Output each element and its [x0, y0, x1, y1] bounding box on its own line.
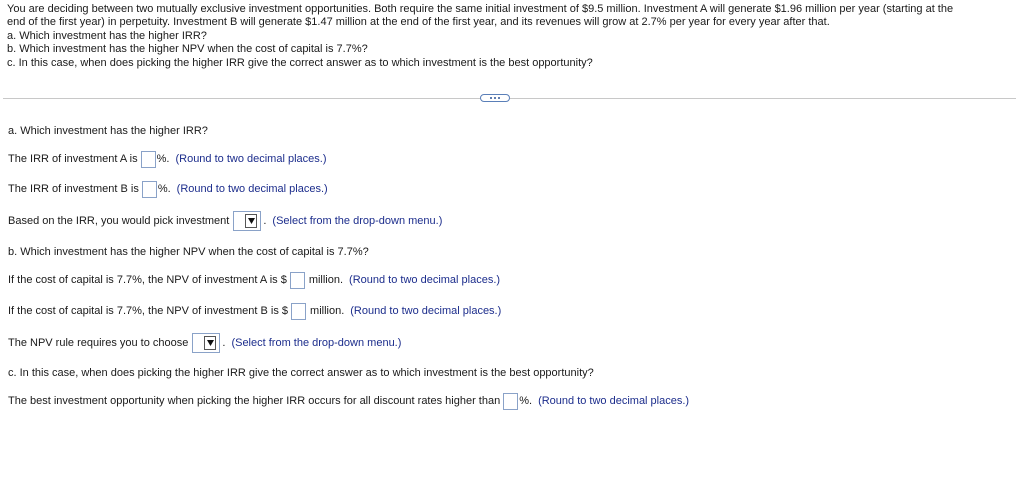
problem-statement — [7, 3, 1012, 70]
npv-rule-label: The NPV rule requires you to choose — [8, 337, 189, 349]
part-a-heading-text: a. Which investment has the higher IRR? — [8, 125, 208, 137]
irr-a-percent: %. — [156, 153, 170, 165]
best-rate-input[interactable] — [503, 393, 518, 410]
best-rate-percent: %. — [519, 395, 533, 407]
part-c-heading — [8, 363, 594, 383]
npv-a-input[interactable] — [290, 272, 305, 289]
part-c-heading-text: c. In this case, when does picking the higher IRR give the correct answer as to which investment is the best opportunity? — [8, 367, 594, 379]
part-a-heading — [8, 121, 208, 141]
question-c: c. In this case, when does picking the higher IRR give the correct answer as to which investment is the best opportunity? — [7, 56, 593, 69]
irr-a-input[interactable] — [141, 151, 156, 168]
question-b: b. Which investment has the higher NPV when the cost of capital is 7.7%? — [7, 43, 368, 56]
npv-rule-period: . — [222, 337, 226, 349]
npv-rule-select-hint: (Select from the drop-down menu.) — [231, 337, 402, 349]
irr-a-row — [8, 149, 326, 169]
more-dots-icon[interactable] — [480, 94, 510, 102]
part-b-heading-text: b. Which investment has the higher NPV when the cost of capital is 7.7%? — [8, 246, 369, 258]
irr-b-input[interactable] — [142, 181, 157, 198]
dropdown-arrow-icon — [204, 336, 216, 350]
npv-a-label: If the cost of capital is 7.7%, the NPV of investment A is $ — [8, 274, 287, 286]
npv-rule-dropdown[interactable] — [192, 333, 220, 353]
npv-b-label: If the cost of capital is 7.7%, the NPV of investment B is $ — [8, 305, 289, 317]
npv-a-row — [8, 270, 500, 290]
npv-b-round-hint: (Round to two decimal places.) — [350, 305, 502, 317]
best-rate-label: The best investment opportunity when picking the higher IRR occurs for all discount rates higher than — [8, 395, 501, 407]
npv-b-million: million. — [310, 305, 345, 317]
irr-pick-row — [8, 211, 442, 231]
best-rate-round-hint: (Round to two decimal places.) — [538, 395, 690, 407]
problem-text-line-2: end of the first year) in perpetuity. Investment B will generate $1.47 million at the end of the first year, and its revenues will grow at 2.7% per year for every year after that. — [7, 16, 830, 29]
dropdown-arrow-icon — [245, 214, 257, 228]
npv-a-round-hint: (Round to two decimal places.) — [349, 274, 501, 286]
irr-a-round-hint: (Round to two decimal places.) — [175, 153, 327, 165]
npv-rule-row — [8, 333, 401, 353]
irr-pick-dropdown[interactable] — [233, 211, 261, 231]
npv-a-million: million. — [308, 274, 344, 286]
irr-pick-select-hint: (Select from the drop-down menu.) — [272, 215, 443, 227]
best-rate-row — [8, 391, 689, 411]
irr-b-round-hint: (Round to two decimal places.) — [176, 183, 328, 195]
npv-b-input[interactable] — [291, 303, 306, 320]
question-a: a. Which investment has the higher IRR? — [7, 29, 207, 42]
irr-pick-label: Based on the IRR, you would pick investment — [8, 215, 230, 227]
irr-pick-period: . — [263, 215, 267, 227]
irr-b-label: The IRR of investment B is — [8, 183, 139, 195]
part-b-heading — [8, 242, 369, 262]
npv-b-row — [8, 301, 501, 321]
irr-b-row — [8, 179, 328, 199]
irr-a-label: The IRR of investment A is — [8, 153, 138, 165]
problem-text-line-1: You are deciding between two mutually exclusive investment opportunities. Both require the same initial investment of $9.5 million. Investment A will generate $1.96 million per year (starting at the — [7, 3, 954, 15]
irr-b-percent: %. — [157, 183, 171, 195]
